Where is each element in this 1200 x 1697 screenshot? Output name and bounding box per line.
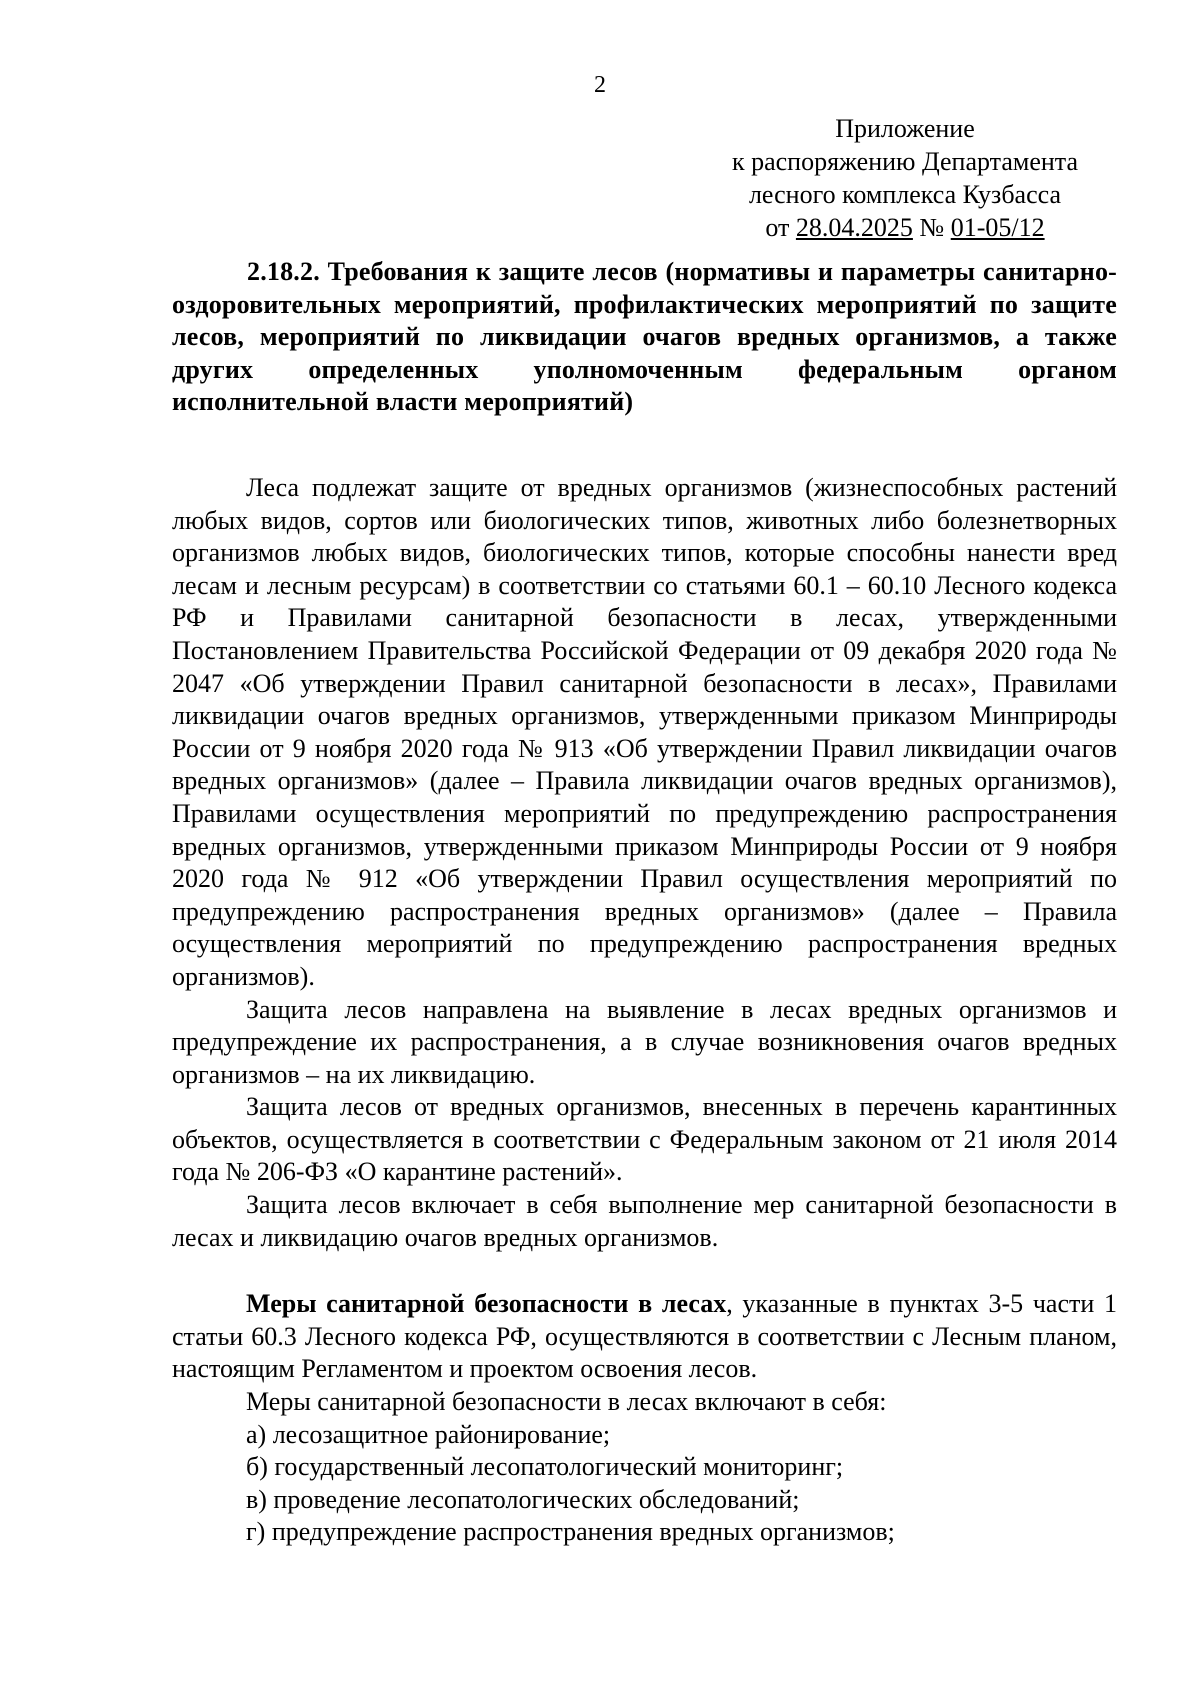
document-body <box>172 472 1117 1549</box>
list-item: в) проведение лесопатологических обследований; <box>246 1484 800 1514</box>
paragraph-sanitary-measures <box>172 1288 1117 1386</box>
list-item: г) предупреждение распространения вредных организмов; <box>246 1517 895 1547</box>
order-date: 28.04.2025 <box>795 213 913 242</box>
appendix-date-line <box>660 211 1150 244</box>
appendix-department-line: лесного комплекса Кузбасса <box>748 180 1062 209</box>
sanitary-measures-intro: Меры санитарной безопасности в лесах включают в себя: <box>246 1387 887 1417</box>
appendix-block <box>660 112 1150 244</box>
date-prefix: от <box>765 213 796 242</box>
paragraph-forest-protection: Леса подлежат защите от вредных организмов (жизнеспособных растений любых видов, сортов или биологических типов, животных либо болезнетворных организмов любых видов, биологических типов, которые способны нанести вред лесам и лесным ресурсам) в соответствии со статьями 60.1 – 60.10 Лесного кодекса РФ и Правилами санитарной безопасности в лесах, утвержденными Постановлением Правительства Российской Федерации от 09 декабря 2020 года № 2047 «Об утверждении Правил санитарной безопасности в лесах», Правилами ликвидации очагов вредных организмов, утвержденными приказом Минприроды России от 9 ноября 2020 года № 913 «Об утверждении Правил ликвидации очагов вредных организмов» (далее – Правила ликвидации очагов вредных организмов), Правилами осуществления мероприятий по предупреждению распространения вредных организмов, утвержденными приказом Минприроды России от 9 ноября 2020 года № 912 «Об утверждении Правил осуществления мероприятий по предупреждению распространения вредных организмов» (далее – Правила осуществления мероприятий по предупреждению распространения вредных организмов). <box>172 473 1117 991</box>
appendix-order-line: к распоряжению Департамента <box>731 147 1079 176</box>
sanitary-measures-bold: Меры санитарной безопасности в лесах <box>246 1289 727 1319</box>
paragraph-protection-includes: Защита лесов включает в себя выполнение мер санитарной безопасности в лесах и ликвидацию очагов вредных организмов. <box>172 1190 1117 1252</box>
order-number: 01-05/12 <box>950 213 1045 242</box>
page-number: 2 <box>594 72 606 98</box>
sanitary-measures-text: , указанные в пунктах 3-5 части 1 статьи 60.3 Лесного кодекса РФ, осуществляются в соответствии с Лесным планом, настоящим Регламентом и проектом освоения лесов. <box>172 1289 1117 1384</box>
appendix-title: Приложение <box>835 114 975 143</box>
paragraph-quarantine: Защита лесов от вредных организмов, внесенных в перечень карантинных объектов, осуществляется в соответствии с Федеральным законом от 21 июля 2014 года № 206-ФЗ «О карантине растений». <box>172 1092 1117 1187</box>
section-heading: 2.18.2. Требования к защите лесов (нормативы и параметры санитарно-оздоровительных мероприятий, профилактических мероприятий по защите лесов, мероприятий по ликвидации очагов вредных организмов, а также других определенных уполномоченным федеральным органом исполнительной власти мероприятий) <box>172 257 1117 416</box>
paragraph-protection-aim: Защита лесов направлена на выявление в лесах вредных организмов и предупреждение их распространения, а в случае возникновения очагов вредных организмов – на их ликвидацию. <box>172 994 1117 1089</box>
number-sign: № <box>912 213 951 242</box>
list-item: б) государственный лесопатологический мониторинг; <box>246 1452 844 1482</box>
spacer <box>172 1254 1117 1288</box>
list-item: а) лесозащитное районирование; <box>246 1419 611 1449</box>
